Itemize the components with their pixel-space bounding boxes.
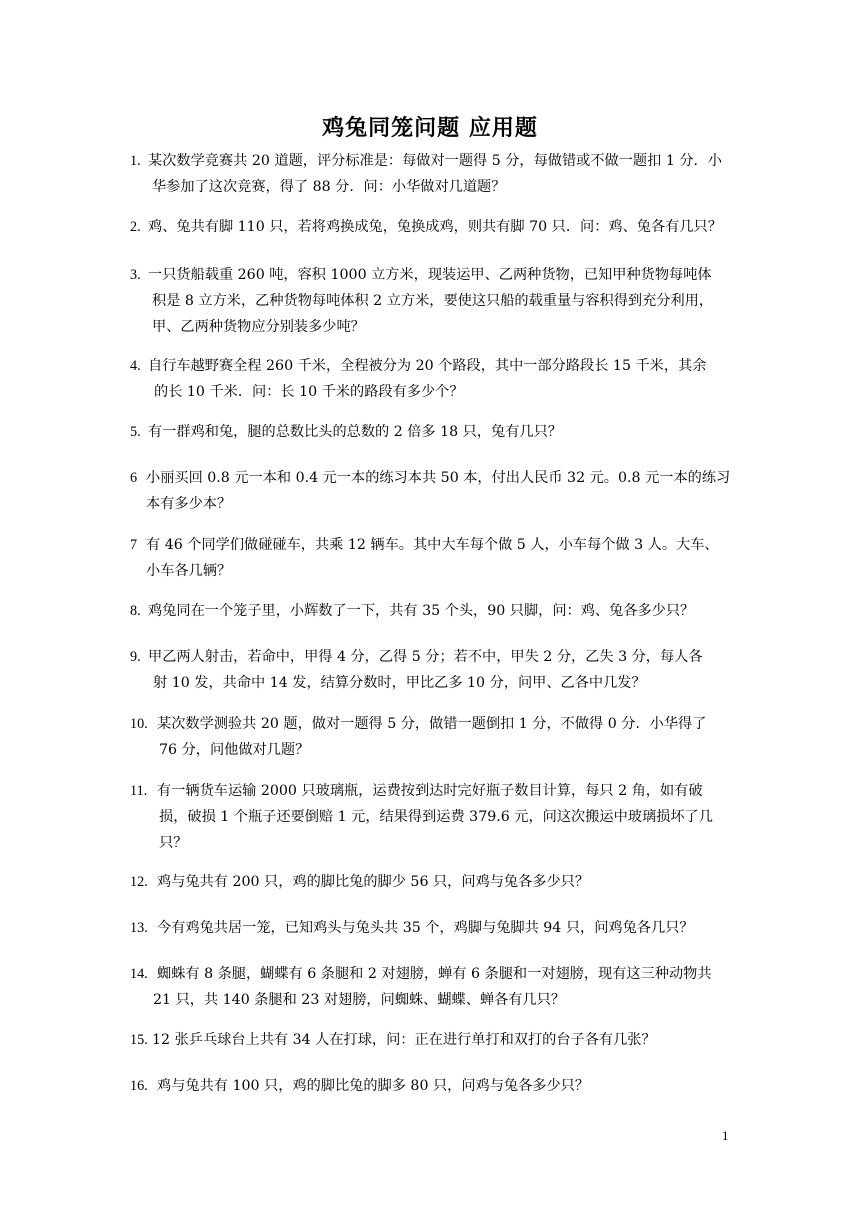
question-text-line: 射 10 发，共命中 14 发，结算分数时，甲比乙多 10 分，问甲、乙各中几发？ xyxy=(153,675,646,691)
question-text-line: 鸡与兔共有 100 只，鸡的脚比兔的脚多 80 只，问鸡与兔各多少只？ xyxy=(157,1078,590,1094)
question-number: 5. xyxy=(130,424,141,440)
question-number: 3. xyxy=(130,267,141,283)
question-text-line: 蜘蛛有 8 条腿，蝴蝶有 6 条腿和 2 对翅膀，蝉有 6 条腿和一对翅膀，现有这三种动物共 xyxy=(157,966,712,982)
question-text-line: 鸡兔同在一个笼子里，小辉数了一下，共有 35 个头，90 只脚，问：鸡、兔各多少只？ xyxy=(148,603,695,619)
question-text-line: 21 只，共 140 条腿和 23 对翅膀，问蜘蛛、蝴蝶、蝉各有几只？ xyxy=(153,992,566,1008)
question-number: 16. xyxy=(130,1078,148,1094)
question-text-line: 甲乙两人射击，若命中，甲得 4 分，乙得 5 分；若不中，甲失 2 分，乙失 3 分，每人各 xyxy=(148,649,703,665)
question-text-line: 小车各几辆？ xyxy=(146,563,232,579)
question-number: 15. xyxy=(130,1032,148,1048)
question-text-line: 76 分，问他做对几题？ xyxy=(159,742,310,758)
question-text-line: 积是 8 立方米，乙种货物每吨体积 2 立方米，要使这只船的载重量与容积得到充分利用， xyxy=(152,293,714,309)
question-number: 10. xyxy=(130,716,148,732)
question-number: 7 xyxy=(130,537,138,553)
question-text-line: 的长 10 千米．问：长 10 千米的路段有多少个？ xyxy=(154,384,464,400)
question-text-line: 自行车越野赛全程 260 千米，全程被分为 20 个路段，其中一部分路段长 15 千米，其余 xyxy=(148,358,707,374)
question-number: 1. xyxy=(130,153,141,169)
question-number: 6 xyxy=(130,470,138,486)
question-text-line: 本有多少本？ xyxy=(146,496,232,512)
question-number: 2. xyxy=(130,219,141,235)
question-number: 4. xyxy=(130,358,141,374)
question-text-line: 某次数学竞赛共 20 道题，评分标准是：每做对一题得 5 分，每做错或不做一题扣 1 分．小 xyxy=(148,153,722,169)
question-text-line: 有 46 个同学们做碰碰车，共乘 12 辆车。其中大车每个做 5 人，小车每个做 3 人。大车、 xyxy=(146,537,719,553)
question-text-line: 甲、乙两种货物应分别装多少吨？ xyxy=(152,319,365,335)
question-text-line: 损，破损 1 个瓶子还要倒赔 1 元，结果得到运费 379.6 元，问这次搬运中玻璃损坏了几 xyxy=(159,809,713,825)
question-text-line: 只？ xyxy=(159,835,188,851)
question-text-line: 鸡与兔共有 200 只，鸡的脚比兔的脚少 56 只，问鸡与兔各多少只？ xyxy=(157,874,590,890)
question-number: 11. xyxy=(130,783,148,799)
question-number: 14. xyxy=(130,966,148,982)
question-text-line: 有一辆货车运输 2000 只玻璃瓶，运费按到达时完好瓶子数目计算，每只 2 角，如有破 xyxy=(157,783,703,799)
question-text-line: 有一群鸡和兔，腿的总数比头的总数的 2 倍多 18 只，兔有几只？ xyxy=(148,424,562,440)
page-title: 鸡兔同笼问题 应用题 xyxy=(322,115,538,141)
question-number: 9. xyxy=(130,649,141,665)
question-text-line: 华参加了这次竞赛，得了 88 分．问：小华做对几道题？ xyxy=(152,179,506,195)
question-number: 13. xyxy=(130,920,148,936)
question-text-line: 一只货船载重 260 吨，容积 1000 立方米，现装运甲、乙两种货物，已知甲种货物每吨体 xyxy=(148,267,712,283)
question-number: 12. xyxy=(130,874,148,890)
question-text-line: 小丽买回 0.8 元一本和 0.4 元一本的练习本共 50 本，付出人民币 32 元。0.8 元一本的练习 xyxy=(146,470,731,486)
question-text-line: 某次数学测验共 20 题，做对一题得 5 分，做错一题倒扣 1 分，不做得 0 分．小华得了 xyxy=(157,716,707,732)
question-text-line: 今有鸡兔共居一笼，已知鸡头与兔头共 35 个，鸡脚与兔脚共 94 只，问鸡兔各几只？ xyxy=(157,920,694,936)
question-number: 8. xyxy=(130,603,141,619)
question-text-line: 鸡、兔共有脚 110 只，若将鸡换成兔，兔换成鸡，则共有脚 70 只．问：鸡、兔各有几只？ xyxy=(148,219,722,235)
question-text-line: 12 张乒乓球台上共有 34 人在打球，问：正在进行单打和双打的台子各有几张？ xyxy=(152,1032,656,1048)
page-number: 1 xyxy=(722,1128,729,1143)
